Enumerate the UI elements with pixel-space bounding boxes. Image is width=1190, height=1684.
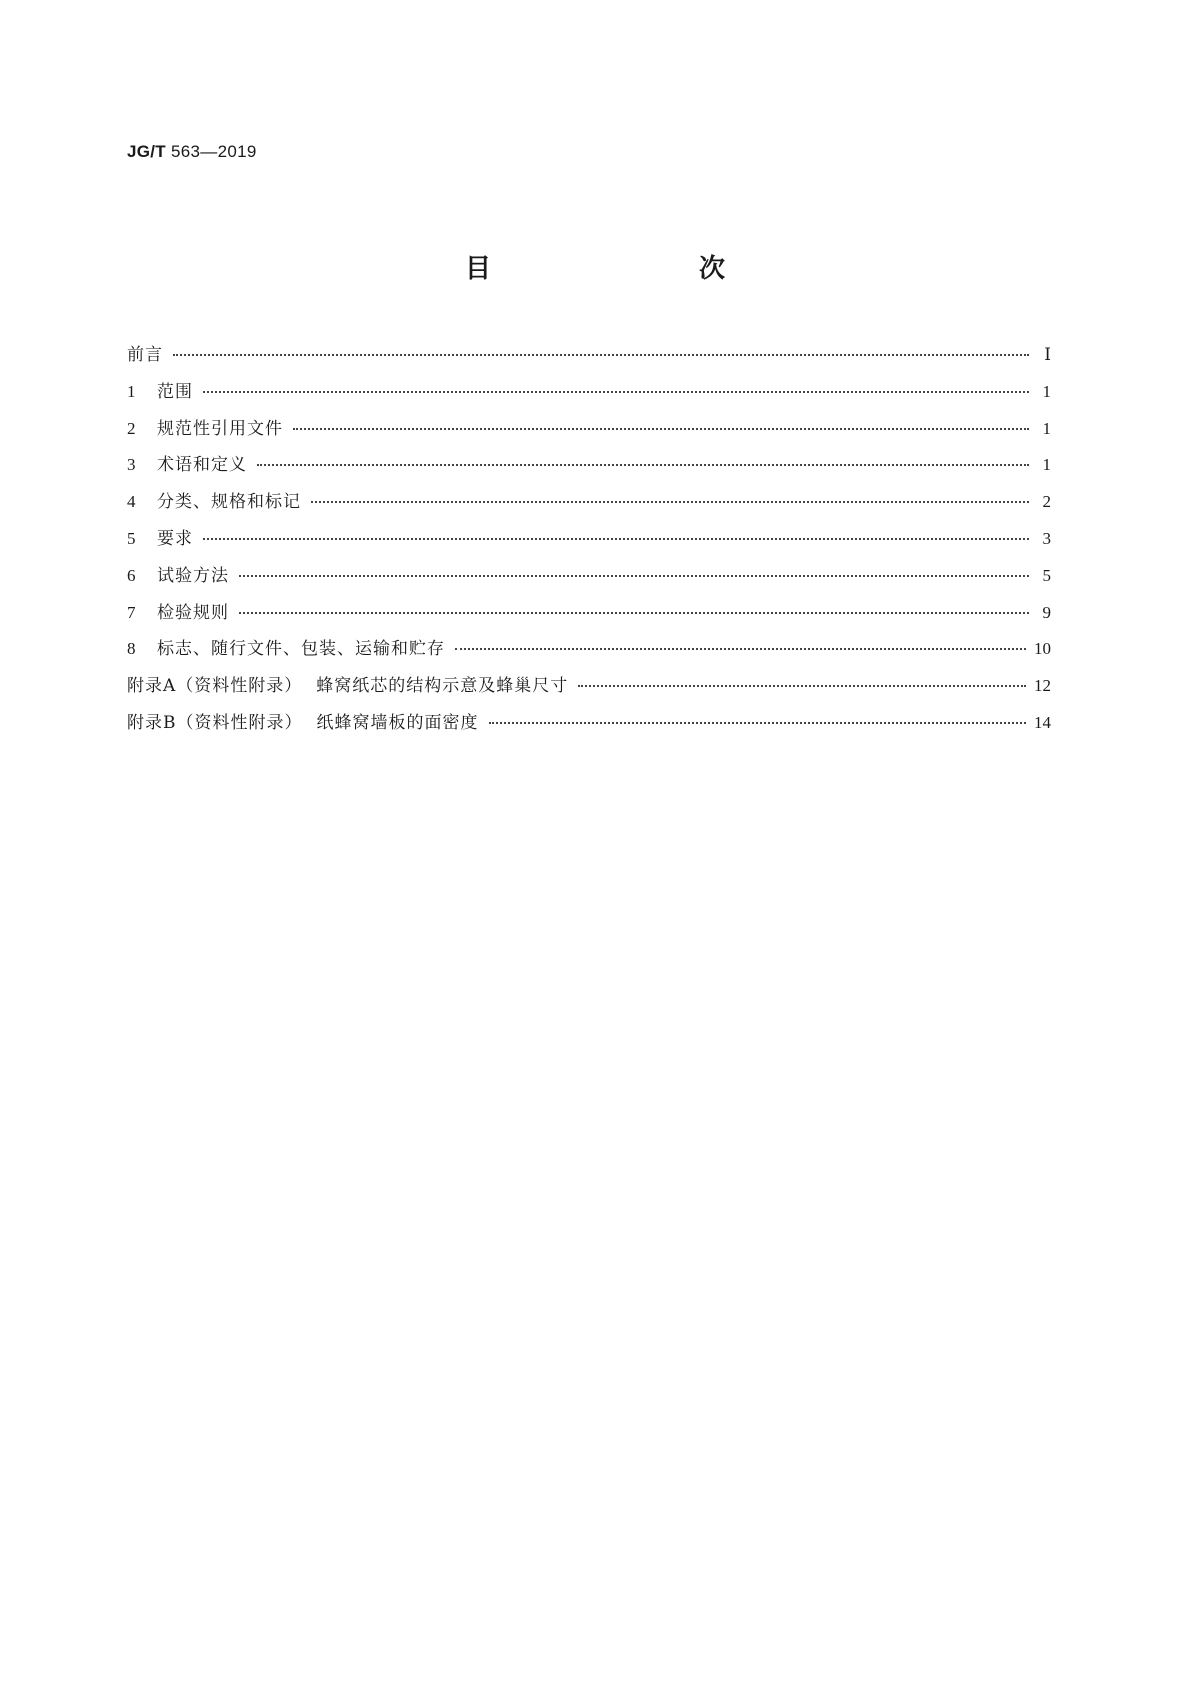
toc-leader-dots bbox=[239, 575, 1029, 577]
toc-entry-5[interactable] bbox=[127, 524, 1051, 561]
toc-entry-label: 范围 bbox=[157, 381, 193, 402]
toc-entry-appendix-b[interactable] bbox=[127, 708, 1051, 745]
toc-entry-4[interactable] bbox=[127, 487, 1051, 524]
toc-entry-page: 5 bbox=[1042, 565, 1051, 585]
toc-leader-dots bbox=[239, 612, 1029, 614]
toc-entry-label: 标志、随行文件、包装、运输和贮存 bbox=[157, 639, 445, 660]
toc-entry-number: 7 bbox=[127, 602, 136, 622]
toc-entry-6[interactable] bbox=[127, 561, 1051, 598]
toc-entry-sublabel: 蜂窝纸芯的结构示意及蜂巢尺寸 bbox=[316, 676, 569, 697]
toc-entry-number: 4 bbox=[127, 492, 136, 512]
toc-leader-dots bbox=[455, 648, 1026, 650]
toc-entry-label: 术语和定义 bbox=[157, 455, 247, 476]
toc-entry-label: 附录A（资料性附录） bbox=[127, 676, 303, 697]
toc-entry-7[interactable] bbox=[127, 598, 1051, 635]
toc-entry-label: 试验方法 bbox=[157, 565, 229, 586]
toc-entry-page: 12 bbox=[1034, 676, 1051, 696]
toc-entry-8[interactable] bbox=[127, 634, 1051, 671]
toc-entry-number: 2 bbox=[127, 418, 136, 438]
toc-entry-number: 5 bbox=[127, 528, 136, 548]
toc-leader-dots bbox=[203, 391, 1029, 393]
toc-entry-label: 检验规则 bbox=[157, 602, 229, 623]
toc-entry-number: 6 bbox=[127, 565, 136, 585]
toc-leader-dots bbox=[578, 685, 1026, 687]
standard-code-number: 563—2019 bbox=[171, 142, 257, 161]
toc-entry-label: 前言 bbox=[127, 345, 163, 365]
toc-entry-page: Ⅰ bbox=[1044, 345, 1051, 364]
toc-entry-label: 附录B（资料性附录） bbox=[127, 712, 303, 733]
standard-code bbox=[127, 142, 257, 162]
page-title: 目 次 bbox=[464, 254, 777, 284]
toc-entry-page: 2 bbox=[1042, 492, 1051, 512]
toc-entry-appendix-a[interactable] bbox=[127, 671, 1051, 708]
toc-leader-dots bbox=[293, 428, 1029, 430]
toc-entry-label: 分类、规格和标记 bbox=[157, 492, 301, 513]
toc-entry-1[interactable] bbox=[127, 377, 1051, 414]
toc-entry-label: 要求 bbox=[157, 528, 193, 549]
toc-entry-page: 10 bbox=[1034, 639, 1051, 659]
toc-entry-2[interactable] bbox=[127, 414, 1051, 451]
toc-entry-page: 9 bbox=[1042, 602, 1051, 622]
toc-leader-dots bbox=[311, 501, 1029, 503]
toc-entry-foreword[interactable] bbox=[127, 340, 1051, 377]
toc-entry-page: 1 bbox=[1042, 381, 1051, 401]
toc-leader-dots bbox=[173, 354, 1029, 356]
toc-entry-page: 3 bbox=[1042, 528, 1051, 548]
toc-entry-label: 规范性引用文件 bbox=[157, 418, 283, 439]
toc-entry-page: 1 bbox=[1042, 418, 1051, 438]
table-of-contents bbox=[127, 340, 1051, 745]
toc-leader-dots bbox=[489, 722, 1027, 724]
toc-leader-dots bbox=[257, 464, 1029, 466]
toc-entry-sublabel: 纸蜂窝墙板的面密度 bbox=[316, 712, 479, 733]
standard-code-prefix: JG/T bbox=[127, 142, 166, 161]
toc-entry-page: 1 bbox=[1042, 455, 1051, 475]
toc-entry-number: 8 bbox=[127, 639, 136, 659]
toc-entry-number: 1 bbox=[127, 381, 136, 401]
toc-entry-number: 3 bbox=[127, 455, 136, 475]
toc-leader-dots bbox=[203, 538, 1029, 540]
toc-entry-3[interactable] bbox=[127, 450, 1051, 487]
toc-entry-page: 14 bbox=[1034, 712, 1051, 732]
